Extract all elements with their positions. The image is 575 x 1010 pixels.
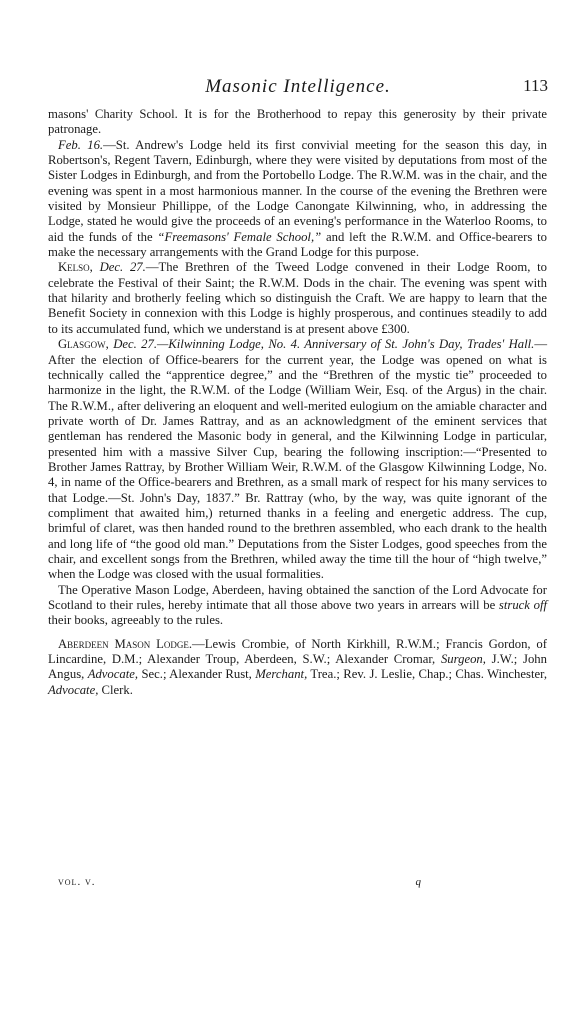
page-header [48, 76, 548, 102]
italic-text: Advocate, [48, 682, 99, 697]
italic-text: Merchant, [255, 667, 308, 682]
running-title: Masonic Intelligence. [205, 76, 391, 97]
volume-label: vol. v. [58, 876, 96, 888]
entry-date: Dec. 27. [92, 260, 146, 275]
paragraph-text: Sec.; Alexander Rust, [138, 667, 256, 682]
paragraph-operative-mason-lodge [48, 583, 547, 629]
paragraph-text: —The Brethren of the Tweed Lodge convened in their Lodge Room, to celebrate the Festival of their Saint; the R.W.M. Dods in the chair. The evening was spent with that hilarity and brotherly feeling which so distinguish the Craft. We are happy to learn that the Benefit Society in connexion with this Lodge is highly prosperous, and continues steadily to add to its accumulated fund, which we understand is at present above £300. [48, 260, 547, 336]
paragraph-glasgow [48, 337, 547, 583]
page-number: 113 [523, 76, 548, 95]
entry-place: Kelso, [58, 260, 93, 275]
paragraph-text: —Lewis Crombie, of North Kirkhill, R.W.M.; Francis Gordon, of Lincardine, D.M.; Alexander Troup, Aberdeen, S.W.; Alexander Cromar, [48, 636, 547, 667]
paragraph-charity-school [48, 107, 547, 138]
paragraph-text: and left the R.W.M. and Office-bearers to make the necessary arrangements with the Grand Lodge for this purpose. [48, 229, 547, 260]
entry-date: Feb. 16. [58, 137, 104, 152]
paragraph-text: their books, agreeably to the rules. [48, 613, 224, 628]
italic-text: Surgeon, [440, 652, 486, 667]
page-footer [48, 876, 547, 892]
italic-text: Advocate, [87, 667, 139, 682]
italic-text: “Freemasons' Female School,” [157, 229, 322, 244]
italic-text: struck off [498, 598, 547, 612]
paragraph-text: —After the election of Office-bearers for the current year, the Lodge was opened on what is technically called the “apprentice degree,” and the “Brethren of the mystic tie” proceeded to harmonize in the light, the R.W.M. of the Lodge (William Weir, Esq. of the Argus) in the chair. The R.W.M., after delivering an eloquent and well-merited eulogium on the amiable character and private worth of Dr. James Rattray, and as an acknowledgment of the eminent services that gentleman has rendered the Masonic body in general, and the Kilwinning Lodge in particular, presented him with a massive Silver Cup, bearing the following inscription:—“Presented to Brother James Rattray, by Brother William Weir, R.W.M. of the Glasgow Kilwinning Lodge, No. 4, in name of the Office-bearers and Brethren, as a small mark of respect for his many services to that Lodge.—St. John's Day, 1837.” Br. Rattray (who, by the way, was quite ignorant of the compliment that awaited him,) returned thanks in a feeling and energetic address. The cup, brimful of claret, was then handed round to the brethren assembled, who each drank to the health and long life of “the good old man.” Deputations from the Sister Lodges, good speeches from the chair, and excellent songs from the Brethren, whiled away the time till the hour of “high twelve,” when the Lodge was closed with the usual formalities. [48, 337, 547, 582]
paragraph-text: J.W.; John Angus, [48, 652, 547, 682]
paragraph-text: masons' Charity School. It is for the Brotherhood to repay this generosity by their private patronage. [48, 107, 547, 137]
paragraph-kelso [48, 260, 547, 337]
italic-text: —Kilwinning Lodge, No. 4. Anniversary of St. John's Day, Trades' Hall. [157, 337, 535, 352]
section-heading: Aberdeen Mason Lodge. [58, 636, 193, 651]
paragraph-text: Trea.; Rev. J. Leslie, Chap.; Chas. Winchester, [307, 667, 548, 682]
entry-place: Glasgow, [58, 337, 109, 352]
paragraph-st-andrews-lodge [48, 138, 547, 261]
paragraph-text: —St. Andrew's Lodge held its first convivial meeting for the season this day, in Robertson's, Regent Tavern, Edinburgh, where they were visited by deputations from most of the Sister Lodges in Edinburgh, and from the Portobello Lodge. The R.W.M. was in the chair, and the evening was spent in a most harmonious manner. In the course of the evening the Brethren were visited by Monsieur Phillippe, of the Lodge Canongate Kilwinning, who, in addressing the Lodge, stated he would give the proceeds of an evening's performance in the Waterloo Rooms, to aid the funds of the [48, 137, 547, 244]
paragraph-aberdeen-mason-lodge [48, 637, 547, 698]
paragraph-text: Clerk. [98, 682, 133, 697]
signature-mark: q [415, 876, 421, 888]
paragraph-text: The Operative Mason Lodge, Aberdeen, having obtained the sanction of the Lord Advocate for Scotland to their rules, hereby intimate that all those above two years in arrears will be [48, 582, 547, 612]
article-body [48, 107, 547, 698]
entry-date: Dec. 27. [108, 337, 158, 352]
